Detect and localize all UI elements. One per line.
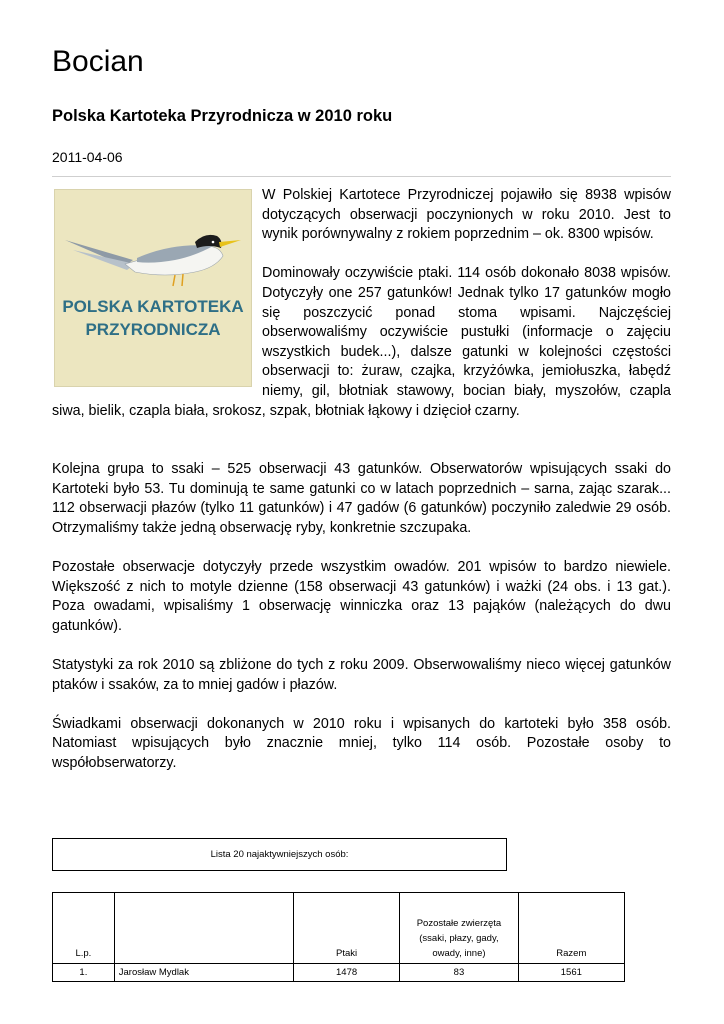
divider (52, 176, 671, 177)
header-birds: Ptaki (293, 893, 399, 964)
cell-other: 83 (400, 964, 518, 982)
cell-lp: 1. (53, 964, 115, 982)
cell-total: 1561 (518, 964, 624, 982)
logo-line2: PRZYRODNICZA (85, 320, 221, 339)
list-title-box (52, 838, 507, 871)
paragraph: Świadkami obserwacji dokonanych w 2010 roku i wpisanych do kartoteki było 358 osób. Natomiast wpisujących było znacznie mniej, tylko 114 osób. Pozostałe osoby to współobserwatorzy. (52, 715, 671, 772)
header-lp: L.p. (53, 893, 115, 964)
header-total: Razem (518, 893, 624, 964)
table-row (53, 964, 625, 982)
top-observers-table (52, 892, 625, 982)
paragraph: Pozostałe obserwacje dotyczyły przede wszystkim owadów. 201 wpisów to bardzo niewiele. Większość z nich to motyle dzienne (158 obserwacji 43 gatunków) i ważki (24 obs. i 13 gat.). Poza owadami, wpisaliśmy 1 obserwację winniczka oraz 13 pająków (należących do dwu gatunków). (52, 559, 671, 634)
list-title: Lista 20 najaktywniejszych osób: (210, 849, 349, 860)
article-title: Polska Kartoteka Przyrodnicza w 2010 roku (52, 107, 393, 125)
cell-name: Jarosław Mydlak (114, 964, 293, 982)
pkp-logo (55, 190, 251, 386)
table-header-row (53, 893, 625, 964)
site-title: Bocian (52, 45, 144, 78)
paragraph: Dominowały oczywiście ptaki. 114 osób dokonało 8038 wpisów. Dotyczyły one 257 gatunków! Jednak tylko 17 gatunków mogło się poszczycić ponad stoma wpisami. Najczęściej obserwowaliśmy oczywiście pustułki (informacje o zajęciu wszystkich budek...), dalsze gatunki w kolejności częstości obserwacji to: żuraw, czajka, krzyżówka, jemiołuszka, łabędź niemy, gil, błotniak stawowy, bocian biały, myszołów, czapla siwa, bielik, czapla biała, srokosz, szpak, błotniak łąkowy i dzięcioł czarny. (52, 265, 671, 419)
header-other-animals: Pozostałe zwierzęta (ssaki, płazy, gady, owady, inne) (400, 893, 518, 964)
tern-bird-icon (55, 190, 251, 386)
paragraph: W Polskiej Kartotece Przyrodniczej pojawiło się 8938 wpisów dotyczących obserwacji poczynionych w roku 2010. Jest to wynik porównywalny z rokiem poprzednim – ok. 8300 wpisów. (262, 187, 671, 243)
paragraph: Kolejna grupa to ssaki – 525 obserwacji 43 gatunków. Obserwatorów wpisujących ssaki do Kartoteki było 53. Tu dominują te same gatunki co w latach poprzednich – sarna, zając szarak... 112 obserwacji płazów (tylko 11 gatunków) i 47 gadów (6 gatunków) poczyniło zaledwie 29 osób. Otrzymaliśmy także jedną obserwację ryby, konkretnie szczupaka. (52, 461, 671, 536)
article-body (52, 186, 671, 793)
article-date: 2011-04-06 (52, 149, 123, 165)
paragraph: Statystyki za rok 2010 są zbliżone do tych z roku 2009. Obserwowaliśmy nieco więcej gatunków ptaków i ssaków, za to mniej gadów i płazów. (52, 657, 671, 693)
cell-birds: 1478 (293, 964, 399, 982)
header-name (114, 893, 293, 964)
logo-line1: POLSKA KARTOTEKA (62, 297, 244, 316)
